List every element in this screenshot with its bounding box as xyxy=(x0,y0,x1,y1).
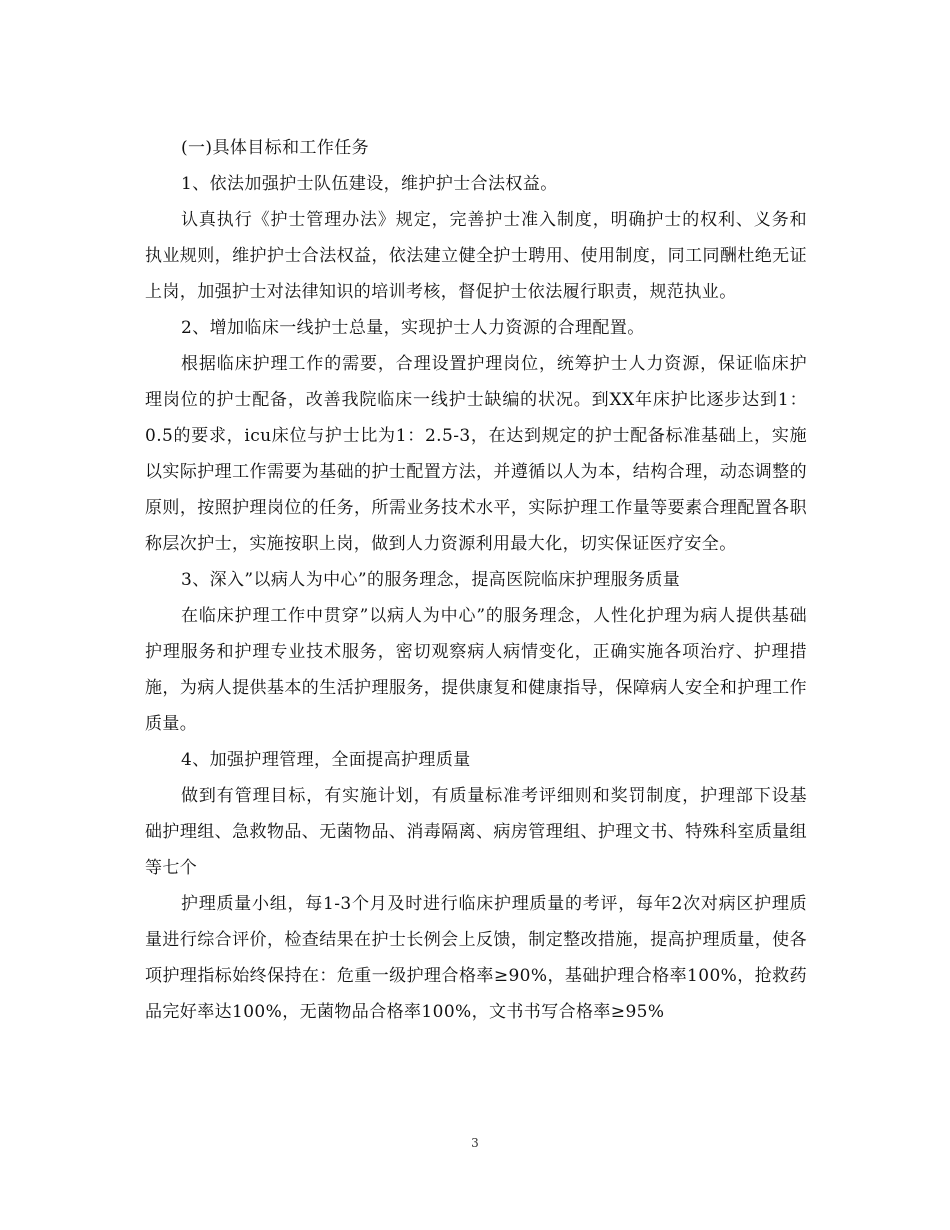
document-body xyxy=(145,130,807,1030)
paragraph-2: 根据临床护理工作的需要，合理设置护理岗位，统筹护士人力资源，保证临床护理岗位的护士配备，改善我院临床一线护士缺编的状况。到XX年床护比逐步达到1：0.5的要求，icu床位与护士比为1：2.5-3，在达到规定的护士配备标准基础上，实施以实际护理工作需要为基础的护士配置方法，并遵循以人为本，结构合理，动态调整的原则，按照护理岗位的任务，所需业务技术水平，实际护理工作量等要素合理配置各职称层次护士，实施按职上岗，做到人力资源利用最大化，切实保证医疗安全。 xyxy=(145,354,807,554)
paragraph-4: 做到有管理目标，有实施计划，有质量标准考评细则和奖罚制度，护理部下设基础护理组、急救物品、无菌物品、消毒隔离、病房管理组、护理文书、特殊科室质量组等七个 xyxy=(145,786,807,878)
paragraph-1: 认真执行《护士管理办法》规定，完善护士准入制度，明确护士的权利、义务和执业规则，维护护士合法权益，依法建立健全护士聘用、使用制度，同工同酬杜绝无证上岗，加强护士对法律知识的培训考核，督促护士依法履行职责，规范执业。 xyxy=(145,210,807,302)
item-heading-4: 4、加强护理管理，全面提高护理质量 xyxy=(181,750,471,770)
paragraph-3: 在临床护理工作中贯穿”以病人为中心”的服务理念，人性化护理为病人提供基础护理服务和护理专业技术服务，密切观察病人病情变化，正确实施各项治疗、护理措施，为病人提供基本的生活护理服务，提供康复和健康指导，保障病人安全和护理工作质量。 xyxy=(145,606,807,734)
item-heading-2: 2、增加临床一线护士总量，实现护士人力资源的合理配置。 xyxy=(181,318,645,338)
paragraph-5: 护理质量小组，每1-3个月及时进行临床护理质量的考评，每年2次对病区护理质量进行综合评价，检查结果在护士长例会上反馈，制定整改措施，提高护理质量，使各项护理指标始终保持在：危重一级护理合格率≥90%，基础护理合格率100%，抢救药品完好率达100%，无菌物品合格率100%，文书书写合格率≥95% xyxy=(145,894,807,1022)
section-heading: (一)具体目标和工作任务 xyxy=(181,138,370,158)
page-number: 3 xyxy=(471,1136,479,1150)
item-heading-3: 3、深入”以病人为中心”的服务理念，提高医院临床护理服务质量 xyxy=(181,570,681,590)
item-heading-1: 1、依法加强护士队伍建设，维护护士合法权益。 xyxy=(181,174,558,194)
